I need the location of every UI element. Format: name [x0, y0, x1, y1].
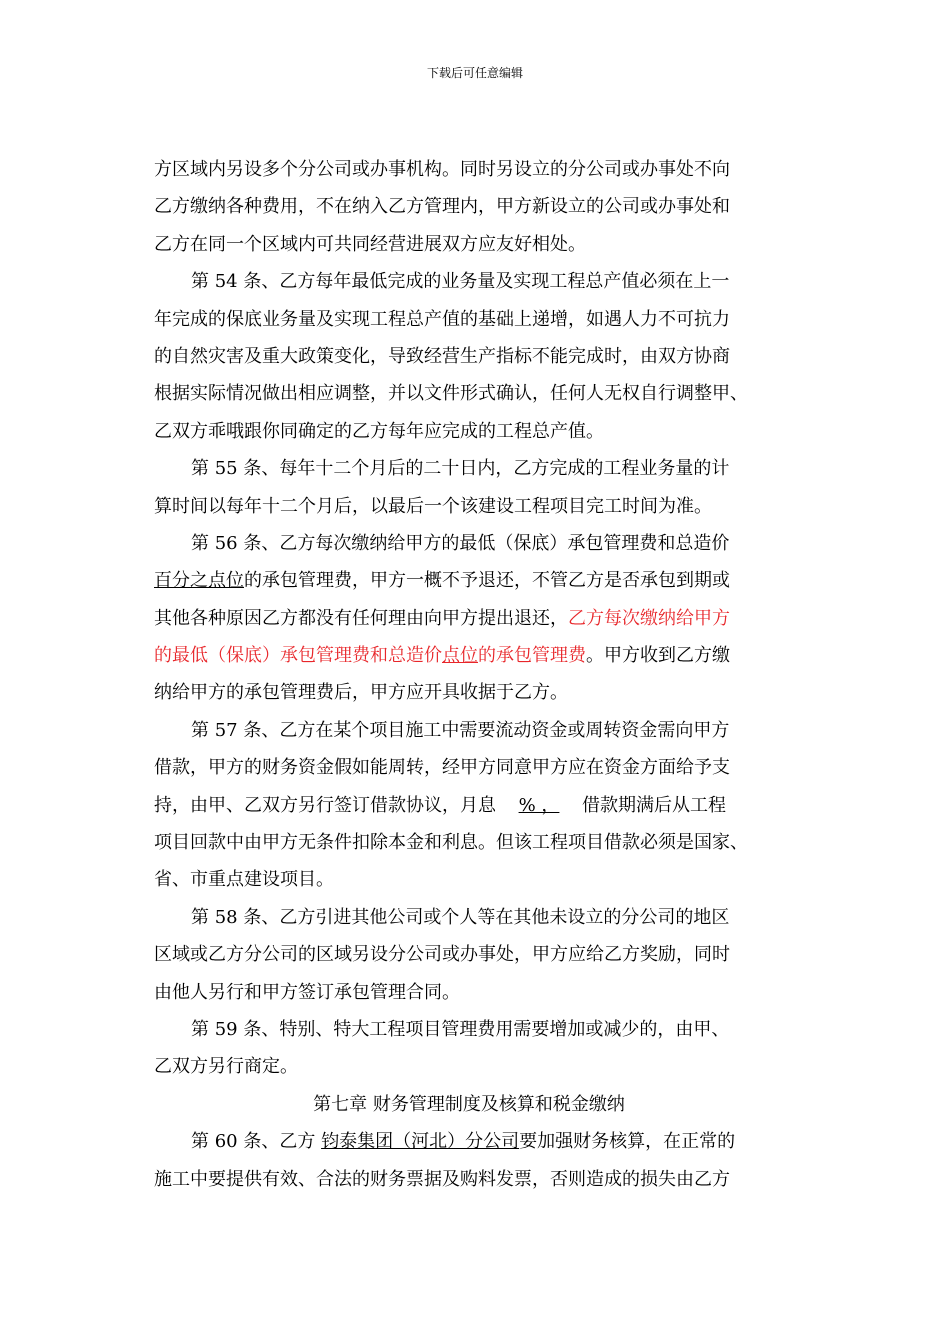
company-name-underlined: 钧泰集团（河北）分公司: [321, 1131, 520, 1153]
text-line: 区域或乙方分公司的区域另设分公司或办事处，甲方应给乙方奖励，同时: [154, 944, 730, 966]
text-run: 第 60 条、乙方: [191, 1131, 322, 1153]
text-line: 纳给甲方的承包管理费后，甲方应开具收据于乙方。: [154, 682, 568, 704]
text-line: 的自然灾害及重大政策变化，导致经营生产指标不能完成时，由双方协商: [154, 345, 730, 367]
text-line: 乙双方乖哦跟你同确定的乙方每年应完成的工程总产值。: [154, 420, 604, 442]
article-60-start: [154, 1123, 784, 1160]
text-line: 项目回款中由甲方无条件扣除本金和利息。但该工程项目借款必须是国家、: [154, 832, 748, 854]
interest-rate-blank: % ，: [518, 794, 560, 816]
text-line: [154, 787, 784, 824]
article-56-start: 第 56 条、乙方每次缴纳给甲方的最低（保底）承包管理费和总造价: [191, 532, 730, 554]
text-line: 由他人另行和甲方签订承包管理合同。: [154, 981, 460, 1003]
text-run: 要加强财务核算，在正常的: [519, 1131, 736, 1153]
article-57-start: 第 57 条、乙方在某个项目施工中需要流动资金或周转资金需向甲方: [191, 719, 730, 741]
document-body: [154, 151, 784, 1198]
text-line: 乙双方另行商定。: [154, 1056, 298, 1078]
text-run: 持，由甲、乙双方另行签订借款协议，月息: [154, 794, 496, 816]
text-line: 根据实际情况做出相应调整，并以文件形式确认，任何人无权自行调整甲、: [154, 383, 748, 405]
red-highlight-text: 乙方每次缴纳给甲方: [568, 607, 730, 629]
text-line: 算时间以每年十二个月后，以最后一个该建设工程项目完工时间为准。: [154, 495, 712, 517]
text-line: 省、市重点建设项目。: [154, 869, 334, 891]
red-highlight-text: 的承包管理费: [478, 645, 586, 667]
article-55-start: 第 55 条、每年十二个月后的二十日内，乙方完成的工程业务量的计: [191, 458, 730, 480]
article-54-start: 第 54 条、乙方每年最低完成的业务量及实现工程总产值必须在上一: [191, 271, 730, 293]
text-line: 借款，甲方的财务资金假如能周转，经甲方同意甲方应在资金方面给予支: [154, 757, 730, 779]
text-run: 的承包管理费，甲方一概不予退还，不管乙方是否承包到期或: [244, 570, 730, 592]
red-highlight-text: 的最低（保底）承包管理费和总造价: [154, 645, 442, 667]
page-header: 下载后可任意编辑: [426, 66, 523, 80]
text-run: 其他各种原因乙方都没有任何理由向甲方提出退还，: [154, 607, 568, 629]
text-line: [154, 600, 784, 637]
red-underlined-text: 点位: [442, 645, 478, 667]
chapter-heading: 第七章 财务管理制度及核算和税金缴纳: [313, 1093, 625, 1115]
article-58-start: 第 58 条、乙方引进其他公司或个人等在其他未设立的分公司的地区: [191, 906, 730, 928]
text-run: 。甲方收到乙方缴: [586, 645, 730, 667]
text-run: 借款期满后从工程: [582, 794, 726, 816]
text-line: 施工中要提供有效、合法的财务票据及购料发票，否则造成的损失由乙方: [154, 1168, 730, 1190]
text-line: [154, 637, 784, 674]
underlined-percentage-text: 百分之点位: [154, 570, 244, 592]
text-line: 年完成的保底业务量及实现工程总产值的基础上递增，如遇人力不可抗力: [154, 308, 730, 330]
article-59-start: 第 59 条、特别、特大工程项目管理费用需要增加或减少的，由甲、: [191, 1018, 730, 1040]
text-line: 方区域内另设多个分公司或办事机构。同时另设立的分公司或办事处不向: [154, 159, 730, 180]
text-line: [154, 562, 784, 599]
text-line: 乙方在同一个区域内可共同经营进展双方应友好相处。: [154, 233, 586, 255]
text-line: 乙方缴纳各种费用，不在纳入乙方管理内，甲方新设立的公司或办事处和: [154, 196, 730, 218]
